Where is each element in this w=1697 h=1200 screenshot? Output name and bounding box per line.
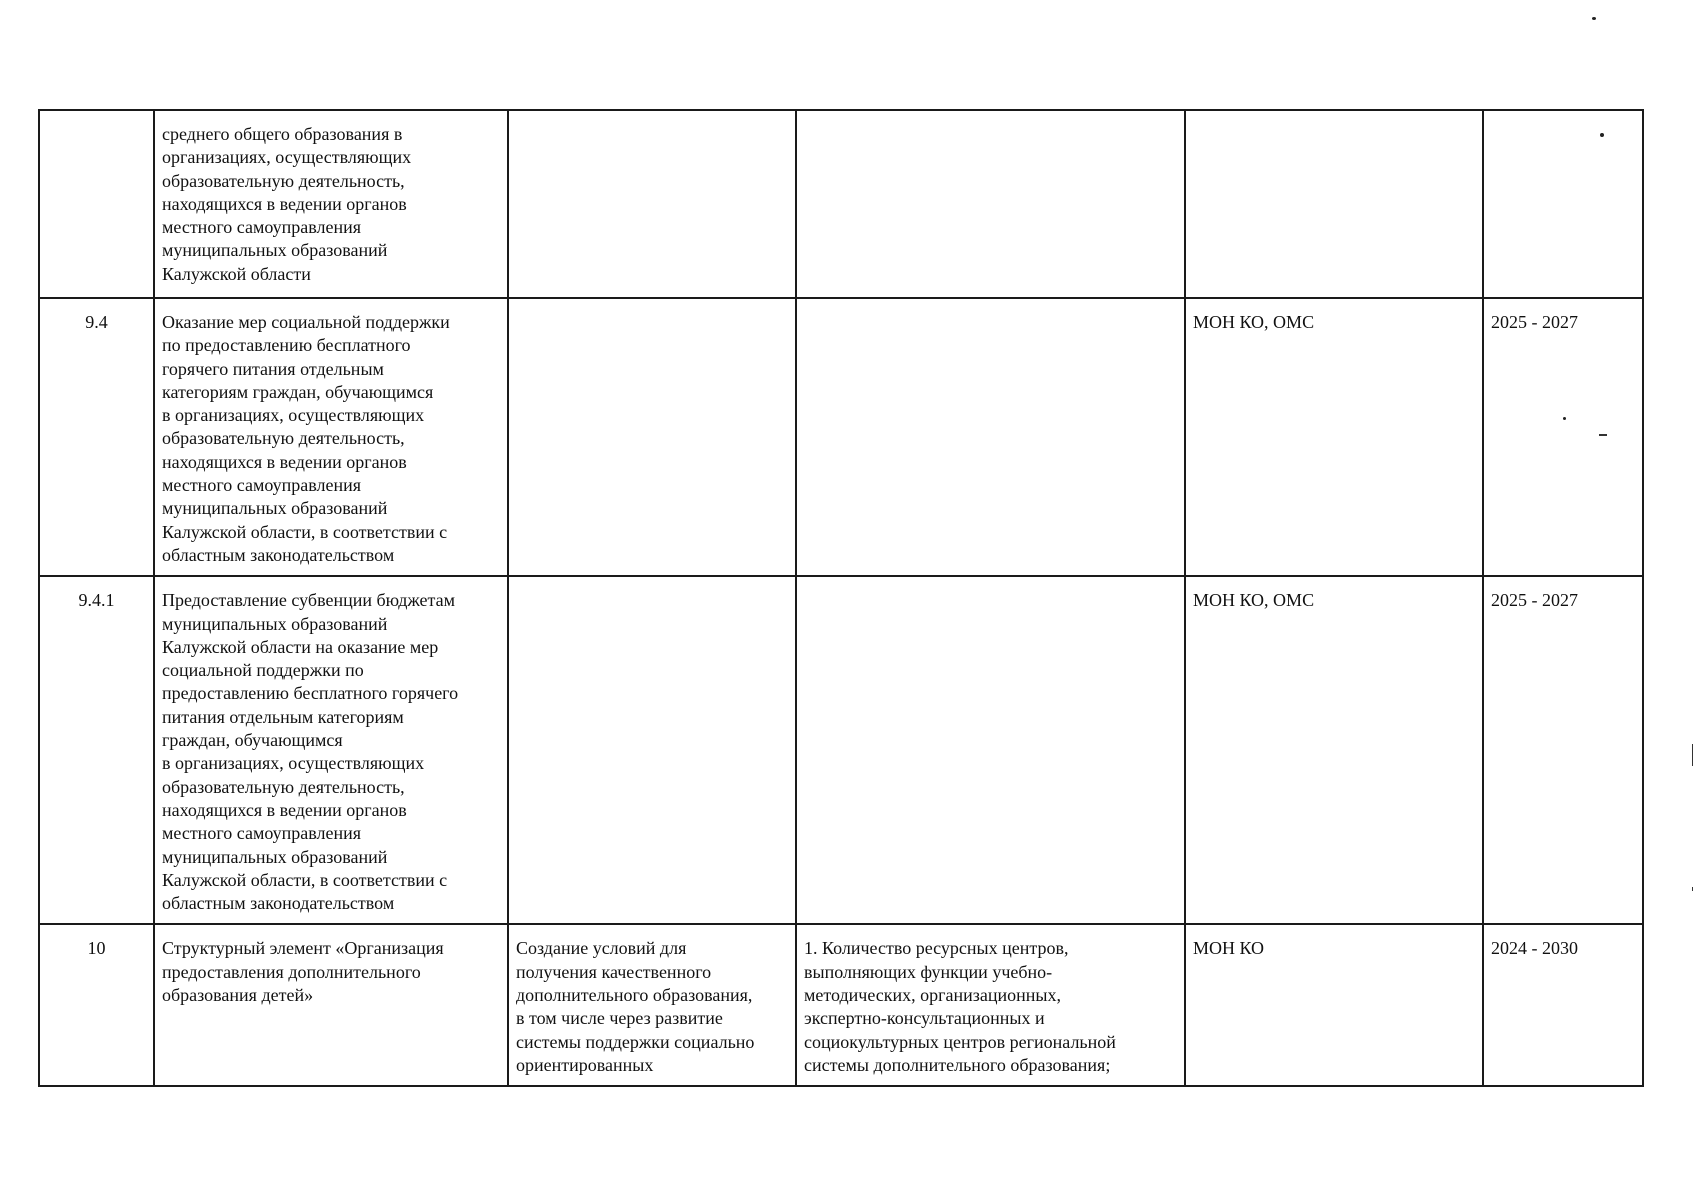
measure-name-cell: Оказание мер социальной поддержки по предоставлению бесплатного горячего питания отдельным категориям граждан, обучающимся в организациях, осуществляющих образовательную деятельность, находящихся в ведении органов местного самоуправления муниципальных образований Калужской области, в соответствии с областным законодательством	[154, 298, 508, 576]
row-number-cell	[39, 110, 154, 298]
responsible-cell: МОН КО	[1185, 924, 1483, 1086]
period-cell: 2025 - 2027	[1483, 576, 1643, 924]
period-cell: 2025 - 2027	[1483, 298, 1643, 576]
responsible-cell	[1185, 110, 1483, 298]
indicators-cell	[796, 110, 1185, 298]
row-number-cell: 10	[39, 924, 154, 1086]
row-number-cell: 9.4	[39, 298, 154, 576]
period-cell	[1483, 110, 1643, 298]
indicators-cell	[796, 576, 1185, 924]
measure-name-cell: Предоставление субвенции бюджетам муниципальных образований Калужской области на оказание мер социальной поддержки по предоставлению бесплатного горячего питания отдельным категориям граждан, обучающимся в организациях, осуществляющих образовательную деятельность, находящихся в ведении органов местного самоуправления муниципальных образований Калужской области, в соответствии с областным законодательством	[154, 576, 508, 924]
table-row	[39, 576, 1643, 924]
measure-name-cell: Структурный элемент «Организация предоставления дополнительного образования детей»	[154, 924, 508, 1086]
table-row	[39, 298, 1643, 576]
table-row	[39, 110, 1643, 298]
scan-speck	[1563, 417, 1566, 420]
scan-mark	[1599, 434, 1607, 436]
goal-cell	[508, 298, 796, 576]
indicators-cell	[796, 298, 1185, 576]
scan-speck	[1600, 133, 1604, 137]
scan-mark	[1692, 887, 1693, 891]
scan-speck	[1592, 17, 1596, 20]
responsible-cell: МОН КО, ОМС	[1185, 298, 1483, 576]
indicators-cell: 1. Количество ресурсных центров, выполняющих функции учебно- методических, организационных, экспертно-консультационных и социокультурных центров региональной системы дополнительного образования;	[796, 924, 1185, 1086]
goal-cell: Создание условий для получения качественного дополнительного образования, в том числе через развитие системы поддержки социально ориентированных	[508, 924, 796, 1086]
scan-mark	[1692, 744, 1693, 766]
responsible-cell: МОН КО, ОМС	[1185, 576, 1483, 924]
measures-table	[38, 109, 1644, 1087]
goal-cell	[508, 576, 796, 924]
period-cell: 2024 - 2030	[1483, 924, 1643, 1086]
measure-name-cell: среднего общего образования в организациях, осуществляющих образовательную деятельность, находящихся в ведении органов местного самоуправления муниципальных образований Калужской области	[154, 110, 508, 298]
goal-cell	[508, 110, 796, 298]
table-row	[39, 924, 1643, 1086]
row-number-cell: 9.4.1	[39, 576, 154, 924]
